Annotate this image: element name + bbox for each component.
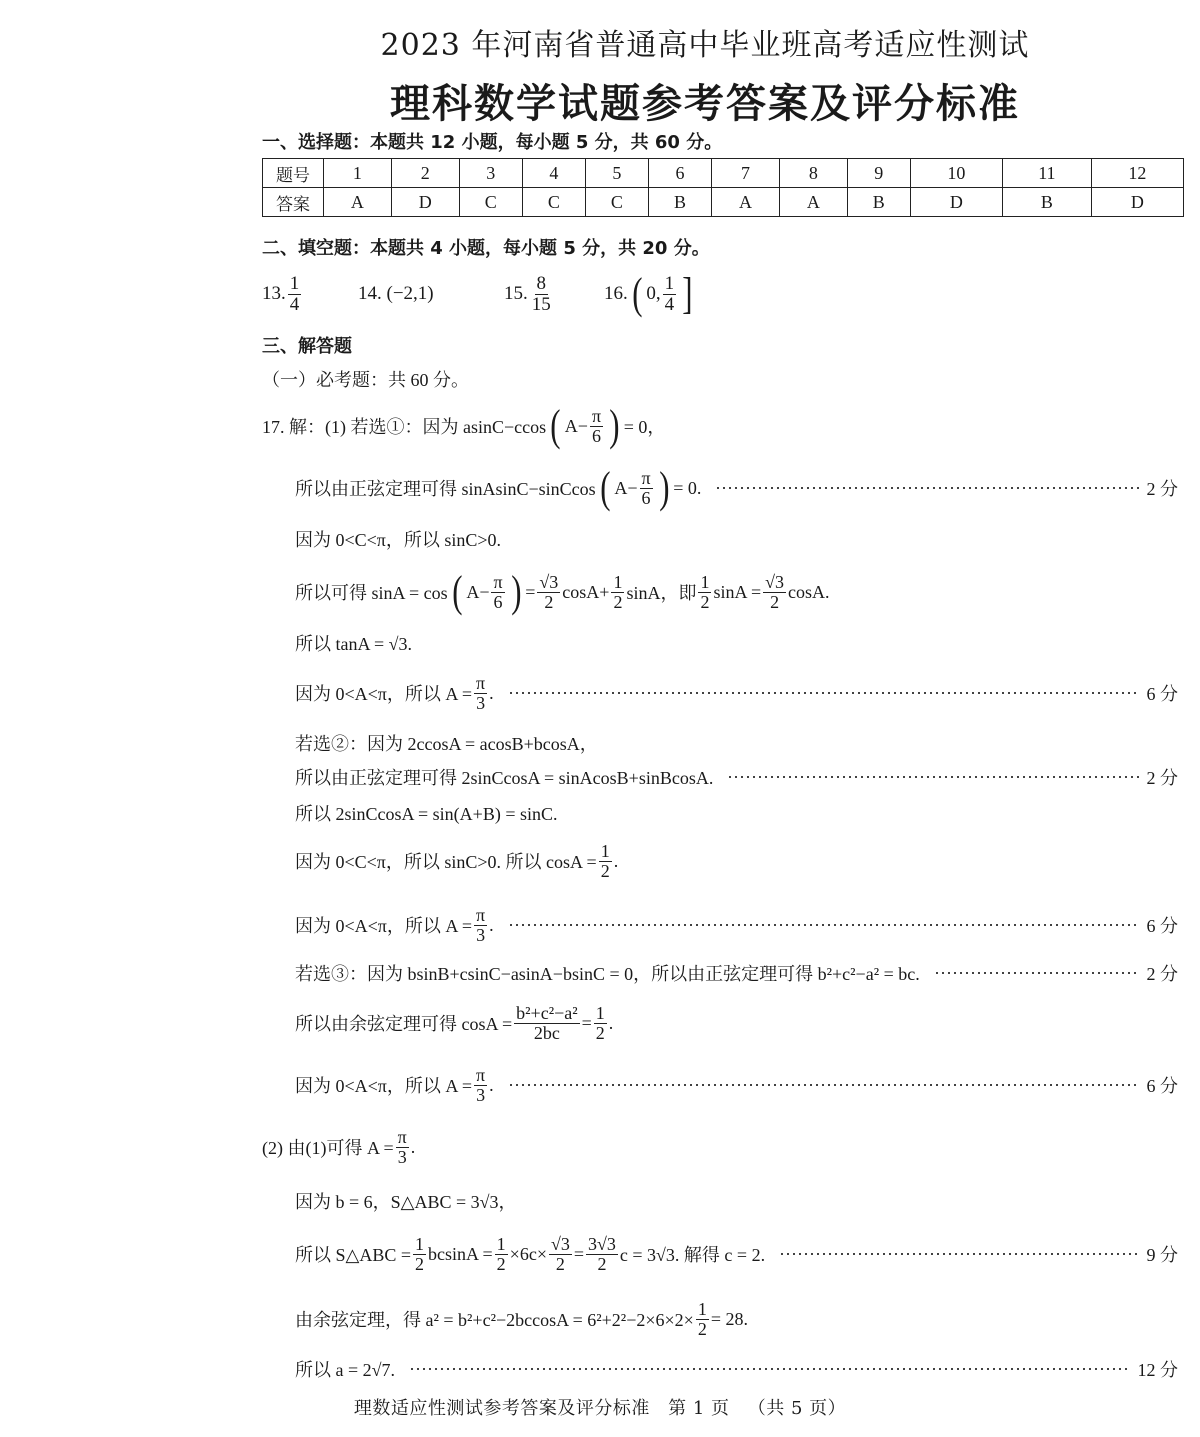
- solution-line: 由余弦定理，得 a² = b²+c²−2bccosA = 6²+2²−2×6×2× $\frac{1}{2}$ = 28.: [295, 1298, 748, 1339]
- solution-line: 所以 a = 2√7. 12 分: [295, 1356, 1178, 1382]
- fraction: $\frac{8}{15}$: [531, 272, 551, 315]
- score-points: 9 分: [1146, 1245, 1178, 1265]
- score-points: 2 分: [1146, 768, 1178, 788]
- answer-cell: D: [910, 188, 1002, 217]
- answer-cell: A: [324, 188, 392, 217]
- dot-leader: [779, 1253, 1138, 1255]
- question-number: 8: [779, 159, 847, 188]
- question-number-row: [263, 159, 1184, 188]
- answer-table: [262, 158, 1184, 217]
- solution-line: 所以由余弦定理可得 cosA = $\frac{\text{b²+c²−a²}}{2bc}$ = $\frac{1}{2}$ .: [295, 1002, 614, 1043]
- label-15: 15.: [504, 283, 528, 304]
- score-points: 2 分: [1146, 964, 1178, 984]
- solution-line: 所以 S△ABC = $\frac{1}{2}$ bcsinA = $\frac{1}{2}$ ×6c× $\frac{√3}{2}$ = $\frac{3√3}{2}$ c = 3√3. 解得 c = 2. 9 分: [295, 1233, 1178, 1274]
- question-number: 6: [648, 159, 711, 188]
- score-points: 2 分: [1146, 479, 1178, 499]
- value-16-left: 0,: [646, 283, 661, 304]
- solution-line: 所以可得 sinA = cos ( A− $\frac{\pi}{6}$ ) = $\frac{√3}{2}$ cosA+ $\frac{1}{2}$ sinA，即 $\frac{1}{2}$ sinA = $\frac{√3}{2}$ cosA.: [295, 567, 830, 616]
- open-paren: (: [631, 269, 643, 318]
- label-14: 14.: [358, 283, 382, 304]
- dot-leader: [508, 1084, 1139, 1086]
- value-14: (−2,1): [386, 283, 434, 304]
- solution-line: 若选②：因为 2ccosA = acosB+bcosA，: [295, 734, 598, 754]
- solution-line: 若选③：因为 bsinB+csinC−asinA−bsinC = 0，所以由正弦定理可得 b²+c²−a² = bc. 2 分: [295, 960, 1178, 986]
- question-number: 7: [712, 159, 780, 188]
- solution-line: 所以由正弦定理可得 2sinCcosA = sinAcosB+sinBcosA. 2 分: [295, 764, 1178, 790]
- solution-line: 所以 tanA = √3.: [295, 634, 413, 654]
- required-heading: （一）必考题：共 60 分。: [262, 370, 469, 390]
- answer-cell: D: [1091, 188, 1183, 217]
- answer-cell: A: [712, 188, 780, 217]
- solution-line: 因为 0<C<π，所以 sinC>0. 所以 cosA = $\frac{1}{2}$ .: [295, 840, 619, 881]
- solution-line: 所以 2sinCcosA = sin(A+B) = sinC.: [295, 804, 558, 824]
- row-label-question: 题号: [263, 159, 324, 188]
- answer-13: [262, 266, 303, 322]
- fraction: $\frac{1}{4}$: [664, 272, 675, 315]
- answer-cell: B: [847, 188, 910, 217]
- dot-leader: [934, 972, 1139, 974]
- question-number: 11: [1002, 159, 1091, 188]
- label-13: 13.: [262, 283, 286, 304]
- answer-cell: B: [648, 188, 711, 217]
- answer-key-title: 理科数学试题参考答案及评分标准: [390, 81, 1020, 127]
- question-number: 10: [910, 159, 1002, 188]
- answer-row: [263, 188, 1184, 217]
- question-number: 1: [324, 159, 392, 188]
- dot-leader: [508, 924, 1139, 926]
- close-bracket: ]: [682, 269, 693, 318]
- question-number: 3: [459, 159, 522, 188]
- answer-14: [358, 266, 434, 322]
- answer-16: [604, 266, 697, 322]
- answer-cell: C: [585, 188, 648, 217]
- score-points: 12 分: [1137, 1360, 1178, 1380]
- dot-leader: [409, 1368, 1129, 1370]
- page-footer: [0, 1394, 1200, 1420]
- label-16: 16.: [604, 283, 628, 304]
- answer-cell: A: [779, 188, 847, 217]
- solution-line: 所以由正弦定理可得 sinAsinC−sinCcos ( A− $\frac{\pi}{6}$ ) = 0. 2 分: [295, 463, 1178, 512]
- question-number: 5: [585, 159, 648, 188]
- answer-15: [504, 266, 555, 322]
- answer-cell: C: [522, 188, 585, 217]
- question-number: 9: [847, 159, 910, 188]
- solution-line: (2) 由(1)可得 A = $\frac{\pi}{3}$ .: [262, 1126, 416, 1167]
- score-points: 6 分: [1146, 916, 1178, 936]
- footer-page-number: 第 1 页: [668, 1398, 730, 1419]
- solution-line: 因为 0<A<π，所以 A = $\frac{\pi}{3}$ . 6 分: [295, 904, 1178, 945]
- dot-leader: [508, 692, 1139, 694]
- dot-leader: [727, 776, 1138, 778]
- dot-leader: [715, 487, 1138, 489]
- question-number: 2: [391, 159, 459, 188]
- score-points: 6 分: [1146, 684, 1178, 704]
- solution-line: 因为 0<A<π，所以 A = $\frac{\pi}{3}$ . 6 分: [295, 672, 1178, 713]
- solution-line: 17. 解：(1) 若选①：因为 asinC−ccos ( A− $\frac{\pi}{6}$ ) = 0，: [262, 401, 666, 450]
- section3-heading: 三、解答题: [262, 336, 352, 357]
- solution-line: 因为 b = 6，S△ABC = 3√3，: [295, 1192, 517, 1212]
- answer-cell: D: [391, 188, 459, 217]
- question-number: 12: [1091, 159, 1183, 188]
- footer-page-total: （共 5 页）: [747, 1398, 847, 1419]
- footer-title: 理数适应性测试参考答案及评分标准: [353, 1398, 650, 1419]
- score-points: 6 分: [1146, 1076, 1178, 1096]
- answer-cell: B: [1002, 188, 1091, 217]
- section2-heading: 二、填空题：本题共 4 小题，每小题 5 分，共 20 分。: [262, 238, 710, 259]
- solution-line: 因为 0<A<π，所以 A = $\frac{\pi}{3}$ . 6 分: [295, 1064, 1178, 1105]
- section1-heading: 一、选择题：本题共 12 小题，每小题 5 分，共 60 分。: [262, 132, 723, 153]
- question-number: 4: [522, 159, 585, 188]
- exam-title: 2023 年河南省普通高中毕业班高考适应性测试: [380, 28, 1030, 63]
- row-label-answer: 答案: [263, 188, 324, 217]
- answer-cell: C: [459, 188, 522, 217]
- solution-line: 因为 0<C<π，所以 sinC>0.: [295, 530, 502, 550]
- fraction: $\frac{1}{4}$: [289, 272, 300, 315]
